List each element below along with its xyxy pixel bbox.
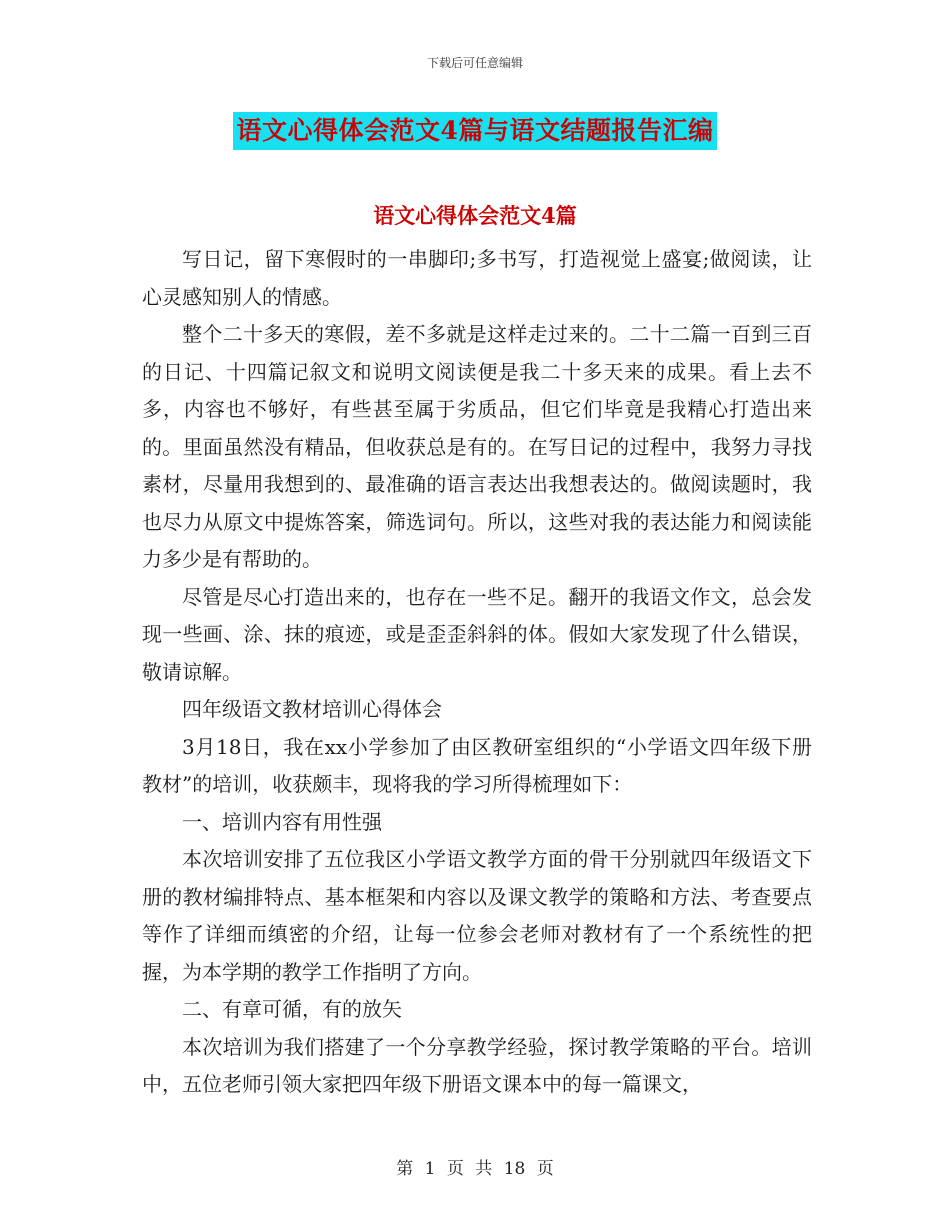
page-number: 第 1 页 共 18 页 — [396, 1159, 554, 1179]
paragraph-5: 3月18日，我在xx小学参加了由区教研室组织的“小学语文四年级下册教材”的培训，收获颇丰，现将我的学习所得梳理如下： — [142, 734, 812, 796]
paragraph-4: 四年级语文教材培训心得体会 — [182, 697, 442, 721]
paragraph-1: 写日记，留下寒假时的一串脚印;多书写，打造视觉上盛宴;做阅读，让心灵感知别人的情感。 — [142, 247, 812, 309]
paragraph-3: 尽管是尽心打造出来的，也存在一些不足。翻开的我语文作文，总会发现一些画、涂、抹的痕迹，或是歪歪斜斜的体。假如大家发现了什么错误，敬请谅解。 — [142, 584, 812, 684]
paragraph-8: 二、有章可循，有的放矢 — [182, 997, 402, 1021]
paragraph-9: 本次培训为我们搭建了一个分享教学经验，探讨教学策略的平台。培训中，五位老师引领大家把四年级下册语文课本中的每一篇课文， — [142, 1034, 812, 1096]
section-title: 语文心得体会范文4篇 — [373, 203, 577, 228]
paragraph-7: 本次培训安排了五位我区小学语文教学方面的骨干分别就四年级语文下册的教材编排特点、基本框架和内容以及课文教学的策略和方法、考查要点等作了详细而缜密的介绍，让每一位参会老师对教材有了一个系统性的把握，为本学期的教学工作指明了方向。 — [142, 847, 812, 984]
page-header-note: 下载后可任意编辑 — [426, 56, 523, 70]
document-title-wrap — [0, 112, 950, 150]
paragraph-2: 整个二十多天的寒假，差不多就是这样走过来的。二十二篇一百到三百的日记、十四篇记叙文和说明文阅读便是我二十多天来的成果。看上去不多，内容也不够好，有些甚至属于劣质品，但它们毕竟是我精心打造出来的。里面虽然没有精品，但收获总是有的。在写日记的过程中，我努力寻找素材，尽量用我想到的、最准确的语言表达出我想表达的。做阅读题时，我也尽力从原文中提炼答案，筛选词句。所以，这些对我的表达能力和阅读能力多少是有帮助的。 — [142, 322, 812, 571]
document-body — [142, 216, 812, 1104]
paragraph-6: 一、培训内容有用性强 — [182, 809, 382, 834]
document-title: 语文心得体会范文4篇与语文结题报告汇编 — [233, 112, 718, 150]
